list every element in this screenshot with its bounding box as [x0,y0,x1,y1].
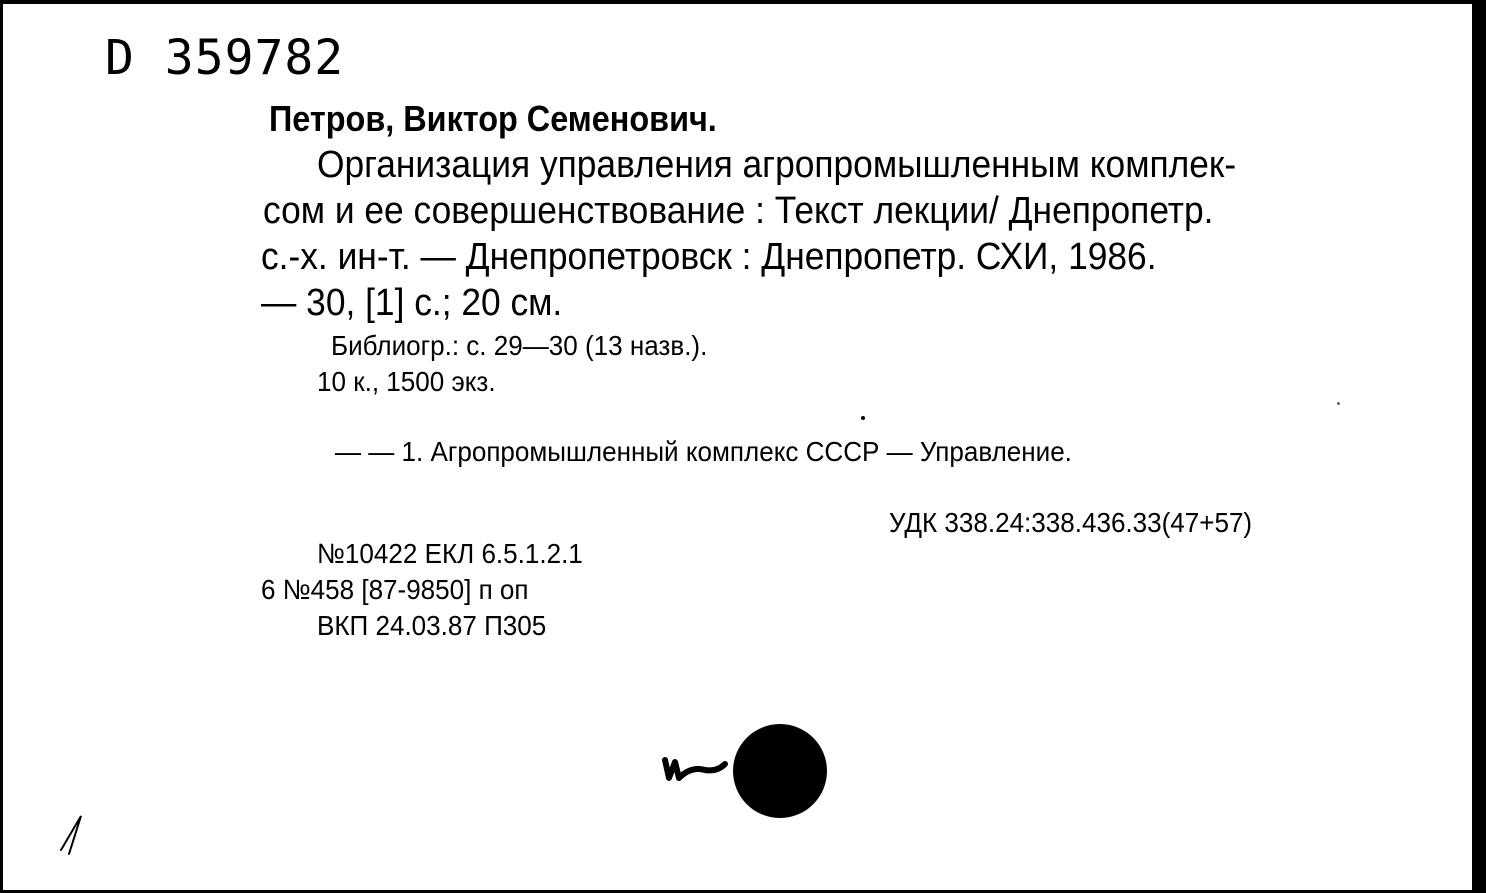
price-copies-note: 10 к., 1500 экз. [317,366,496,397]
bibliography-note: Библиогр.: с. 29—30 (13 назв.). [331,330,708,361]
handwritten-numeral [55,810,87,858]
subject-heading: — — 1. Агропромышленный комплекс СССР — Управление. [335,436,1072,467]
title-line: с.-х. ин-т. — Днепропетровск : Днепропетр. СХИ, 1986. [261,236,1157,278]
filled-circle-mark [733,724,827,818]
handwritten-mark [661,748,729,788]
call-number: D 359782 [105,30,345,86]
title-line: — 30, [1] с.; 20 см. [261,282,563,324]
udc-code: УДК 338.24:338.436.33(47+57) [889,507,1253,538]
accession-line: ВКП 24.03.87 П305 [317,610,547,641]
title-line: сом и ее совершенствование : Текст лекции/ Днепропетр. [263,190,1214,232]
ink-speck [861,416,865,420]
ink-speck [1337,402,1340,405]
author-heading: Петров, Виктор Семенович. [269,98,717,139]
accession-line: №10422 ЕКЛ 6.5.1.2.1 [317,538,583,569]
accession-line: 6 №458 [87-9850] п оп [261,574,529,605]
title-line: Организация управления агропромышленным комплек- [317,144,1237,186]
